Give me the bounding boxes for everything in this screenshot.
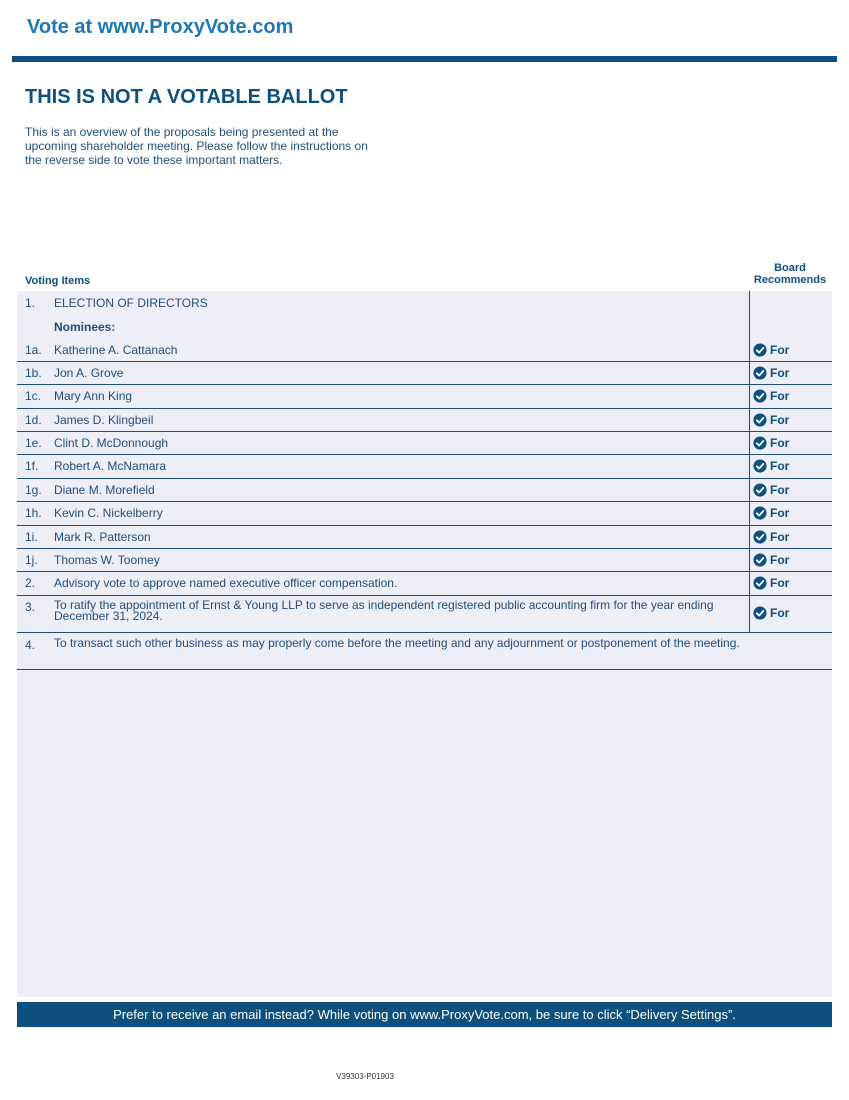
item-number: 1.	[25, 296, 36, 310]
check-circle-icon	[753, 459, 767, 473]
voting-item-row	[17, 506, 832, 526]
item-text: To ratify the appointment of Ernst & Young LLP to serve as independent registered public accounting firm for the year ending December 31, 2024.	[54, 598, 714, 623]
check-circle-icon	[753, 389, 767, 403]
voting-item-row	[17, 320, 832, 338]
item-text: Katherine A. Cattanach	[54, 343, 178, 357]
voting-item-row	[17, 576, 832, 596]
item-number: 1e.	[25, 436, 42, 450]
recommendation-label: For	[770, 366, 790, 380]
recommendation-label: For	[770, 343, 790, 357]
voting-item-row	[17, 366, 832, 385]
check-circle-icon	[753, 343, 767, 357]
item-number: 1d.	[25, 413, 42, 427]
check-circle-icon	[753, 483, 767, 497]
board-recommendation	[753, 436, 789, 450]
item-number: 1c.	[25, 389, 42, 403]
voting-item-row	[17, 483, 832, 502]
board-recommendation	[753, 413, 789, 427]
recommendation-label: For	[770, 436, 790, 450]
item-number: 1j.	[25, 553, 38, 567]
item-text: Advisory vote to approve named executive officer compensation.	[54, 576, 398, 590]
check-circle-icon	[753, 436, 767, 450]
item-text: Kevin C. Nickelberry	[54, 506, 163, 520]
item-number: 1b.	[25, 366, 42, 380]
voting-item-row	[17, 600, 832, 633]
recommendation-label: For	[770, 413, 790, 427]
board-recommendation	[753, 483, 789, 497]
board-recommendation	[753, 389, 789, 403]
board-recommendation	[753, 606, 789, 620]
item-text: Robert A. McNamara	[54, 459, 167, 473]
item-text: Clint D. McDonnough	[54, 436, 169, 450]
check-circle-icon	[753, 413, 767, 427]
recommendation-label: For	[770, 530, 790, 544]
check-circle-icon	[753, 606, 767, 620]
check-circle-icon	[753, 553, 767, 567]
nominees-label: Nominees:	[54, 320, 116, 334]
item-text: Mary Ann King	[54, 389, 133, 403]
header-title: Vote at www.ProxyVote.com	[27, 16, 294, 38]
item-text: James D. Klingbeil	[54, 413, 154, 427]
item-text: ELECTION OF DIRECTORS	[54, 296, 208, 310]
item-number: 1h.	[25, 506, 42, 520]
check-circle-icon	[753, 506, 767, 520]
item-number: 1i.	[25, 530, 38, 544]
voting-item-row	[17, 638, 832, 670]
document-code: V39303-P01903	[336, 1072, 394, 1081]
board-recommendation	[753, 553, 789, 567]
item-text: Mark R. Patterson	[54, 530, 151, 544]
item-number: 3.	[25, 600, 36, 614]
voting-item-row	[17, 530, 832, 549]
header-divider	[12, 56, 837, 62]
voting-item-row	[17, 553, 832, 572]
item-number: 4.	[25, 638, 36, 652]
item-text: To transact such other business as may properly come before the meeting and any adjournment or postponement of the meeting.	[54, 636, 740, 650]
check-circle-icon	[753, 576, 767, 590]
recommendation-label: For	[770, 389, 790, 403]
voting-item-row	[17, 413, 832, 432]
voting-item-row	[17, 343, 832, 362]
board-recommendation	[753, 576, 789, 590]
item-number: 1g.	[25, 483, 42, 497]
check-circle-icon	[753, 366, 767, 380]
item-number: 2.	[25, 576, 36, 590]
board-recommendation	[753, 343, 789, 357]
voting-item-row	[17, 296, 832, 316]
board-recommends-header: Board Recommends	[753, 262, 827, 286]
item-text: Diane M. Morefield	[54, 483, 155, 497]
voting-item-row	[17, 459, 832, 479]
voting-item-row	[17, 389, 832, 409]
intro-text: This is an overview of the proposals being presented at the upcoming shareholder meeting. Please follow the instructions on the reverse side to vote these important matters.	[25, 125, 368, 167]
item-number: 1f.	[25, 459, 39, 473]
board-recommendation	[753, 366, 789, 380]
recommendation-label: For	[770, 553, 790, 567]
item-text: Jon A. Grove	[54, 366, 124, 380]
recommendation-label: For	[770, 606, 790, 620]
board-recommendation	[753, 530, 789, 544]
voting-items-header: Voting Items	[25, 275, 91, 287]
delivery-settings-banner: Prefer to receive an email instead? While voting on www.ProxyVote.com, be sure to click “Delivery Settings”.	[17, 1002, 832, 1027]
item-text: Thomas W. Toomey	[54, 553, 160, 567]
recommendation-label: For	[770, 483, 790, 497]
recommendation-label: For	[770, 459, 790, 473]
board-recommendation	[753, 506, 789, 520]
check-circle-icon	[753, 530, 767, 544]
page-title: THIS IS NOT A VOTABLE BALLOT	[25, 86, 348, 108]
recommendation-label: For	[770, 506, 790, 520]
board-recommendation	[753, 459, 789, 473]
item-number: 1a.	[25, 343, 42, 357]
recommendation-label: For	[770, 576, 790, 590]
voting-item-row	[17, 436, 832, 455]
